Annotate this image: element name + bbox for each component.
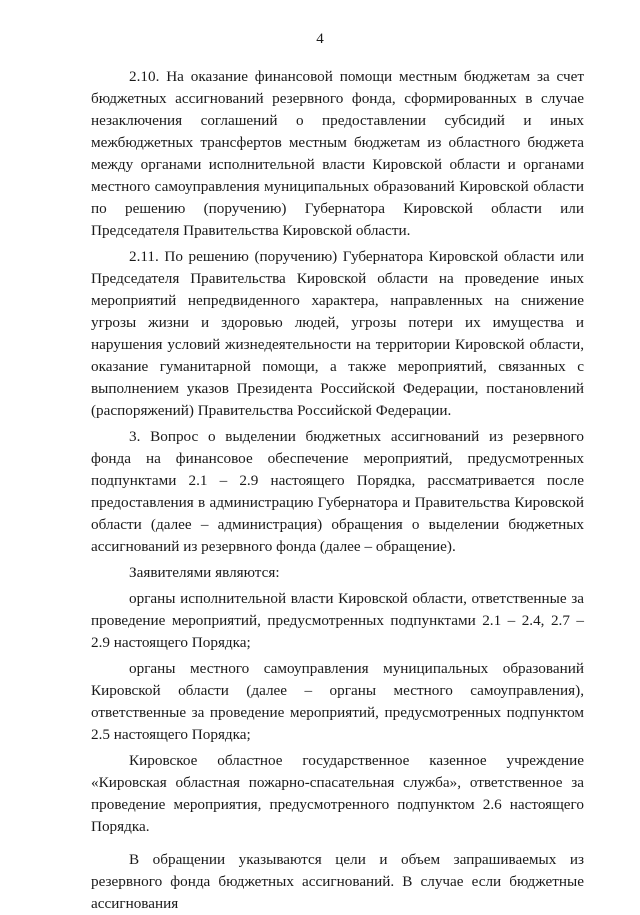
document-body: [91, 66, 584, 915]
applicant-fire-rescue-service: Кировское областное государственное казенное учреждение «Кировская областная пожарно-спасательная служба», ответственное за проведение мероприятия, предусмотренного подпунктом 2.6 настоящего Порядка.: [91, 752, 584, 835]
applicants-heading: Заявителями являются:: [129, 564, 280, 581]
applicant-executive-bodies: органы исполнительной власти Кировской области, ответственные за проведение мероприятий, предусмотренных подпунктами 2.1 – 2.4, 2.7 – 2.9 настоящего Порядка;: [91, 590, 584, 651]
applicant-local-government: органы местного самоуправления муниципальных образований Кировской области (далее – органы местного самоуправления), ответственные за проведение мероприятий, предусмотренных подпунктом 2.5 настоящего Порядка;: [91, 660, 584, 743]
paragraph-3: 3. Вопрос о выделении бюджетных ассигнований из резервного фонда на финансовое обеспечение мероприятий, предусмотренных подпунктами 2.1 – 2.9 настоящего Порядка, рассматривается после предоставления в администрацию Губернатора и Правительства Кировской области (далее – администрация) обращения о выделении бюджетных ассигнований из резервного фонда (далее – обращение).: [91, 428, 584, 555]
page-number: 4: [316, 31, 324, 47]
paragraph-2-10: 2.10. На оказание финансовой помощи местным бюджетам за счет бюджетных ассигнований резервного фонда, сформированных в случае незаключения соглашений о предоставлении субсидий и иных межбюджетных трансфертов местным бюджетам из областного бюджета между органами исполнительной власти Кировской области и органами местного самоуправления муниципальных образований Кировской области по решению (поручению) Губернатора Кировской области или Председателя Правительства Кировской области.: [91, 68, 584, 239]
paragraph-2-11: 2.11. По решению (поручению) Губернатора Кировской области или Председателя Правительства Кировской области на проведение иных мероприятий непредвиденного характера, направленных на снижение угрозы жизни и здоровью людей, угрозы потери их имущества и нарушения условий жизнедеятельности на территории Кировской области, оказание гуманитарной помощи, а также мероприятий, связанных с выполнением указов Президента Российской Федерации, постановлений (распоряжений) Правительства Российской Федерации.: [91, 248, 584, 419]
paragraph-request-contents: В обращении указываются цели и объем запрашиваемых из резервного фонда бюджетных ассигнований. В случае если бюджетные ассигнования: [91, 851, 584, 912]
